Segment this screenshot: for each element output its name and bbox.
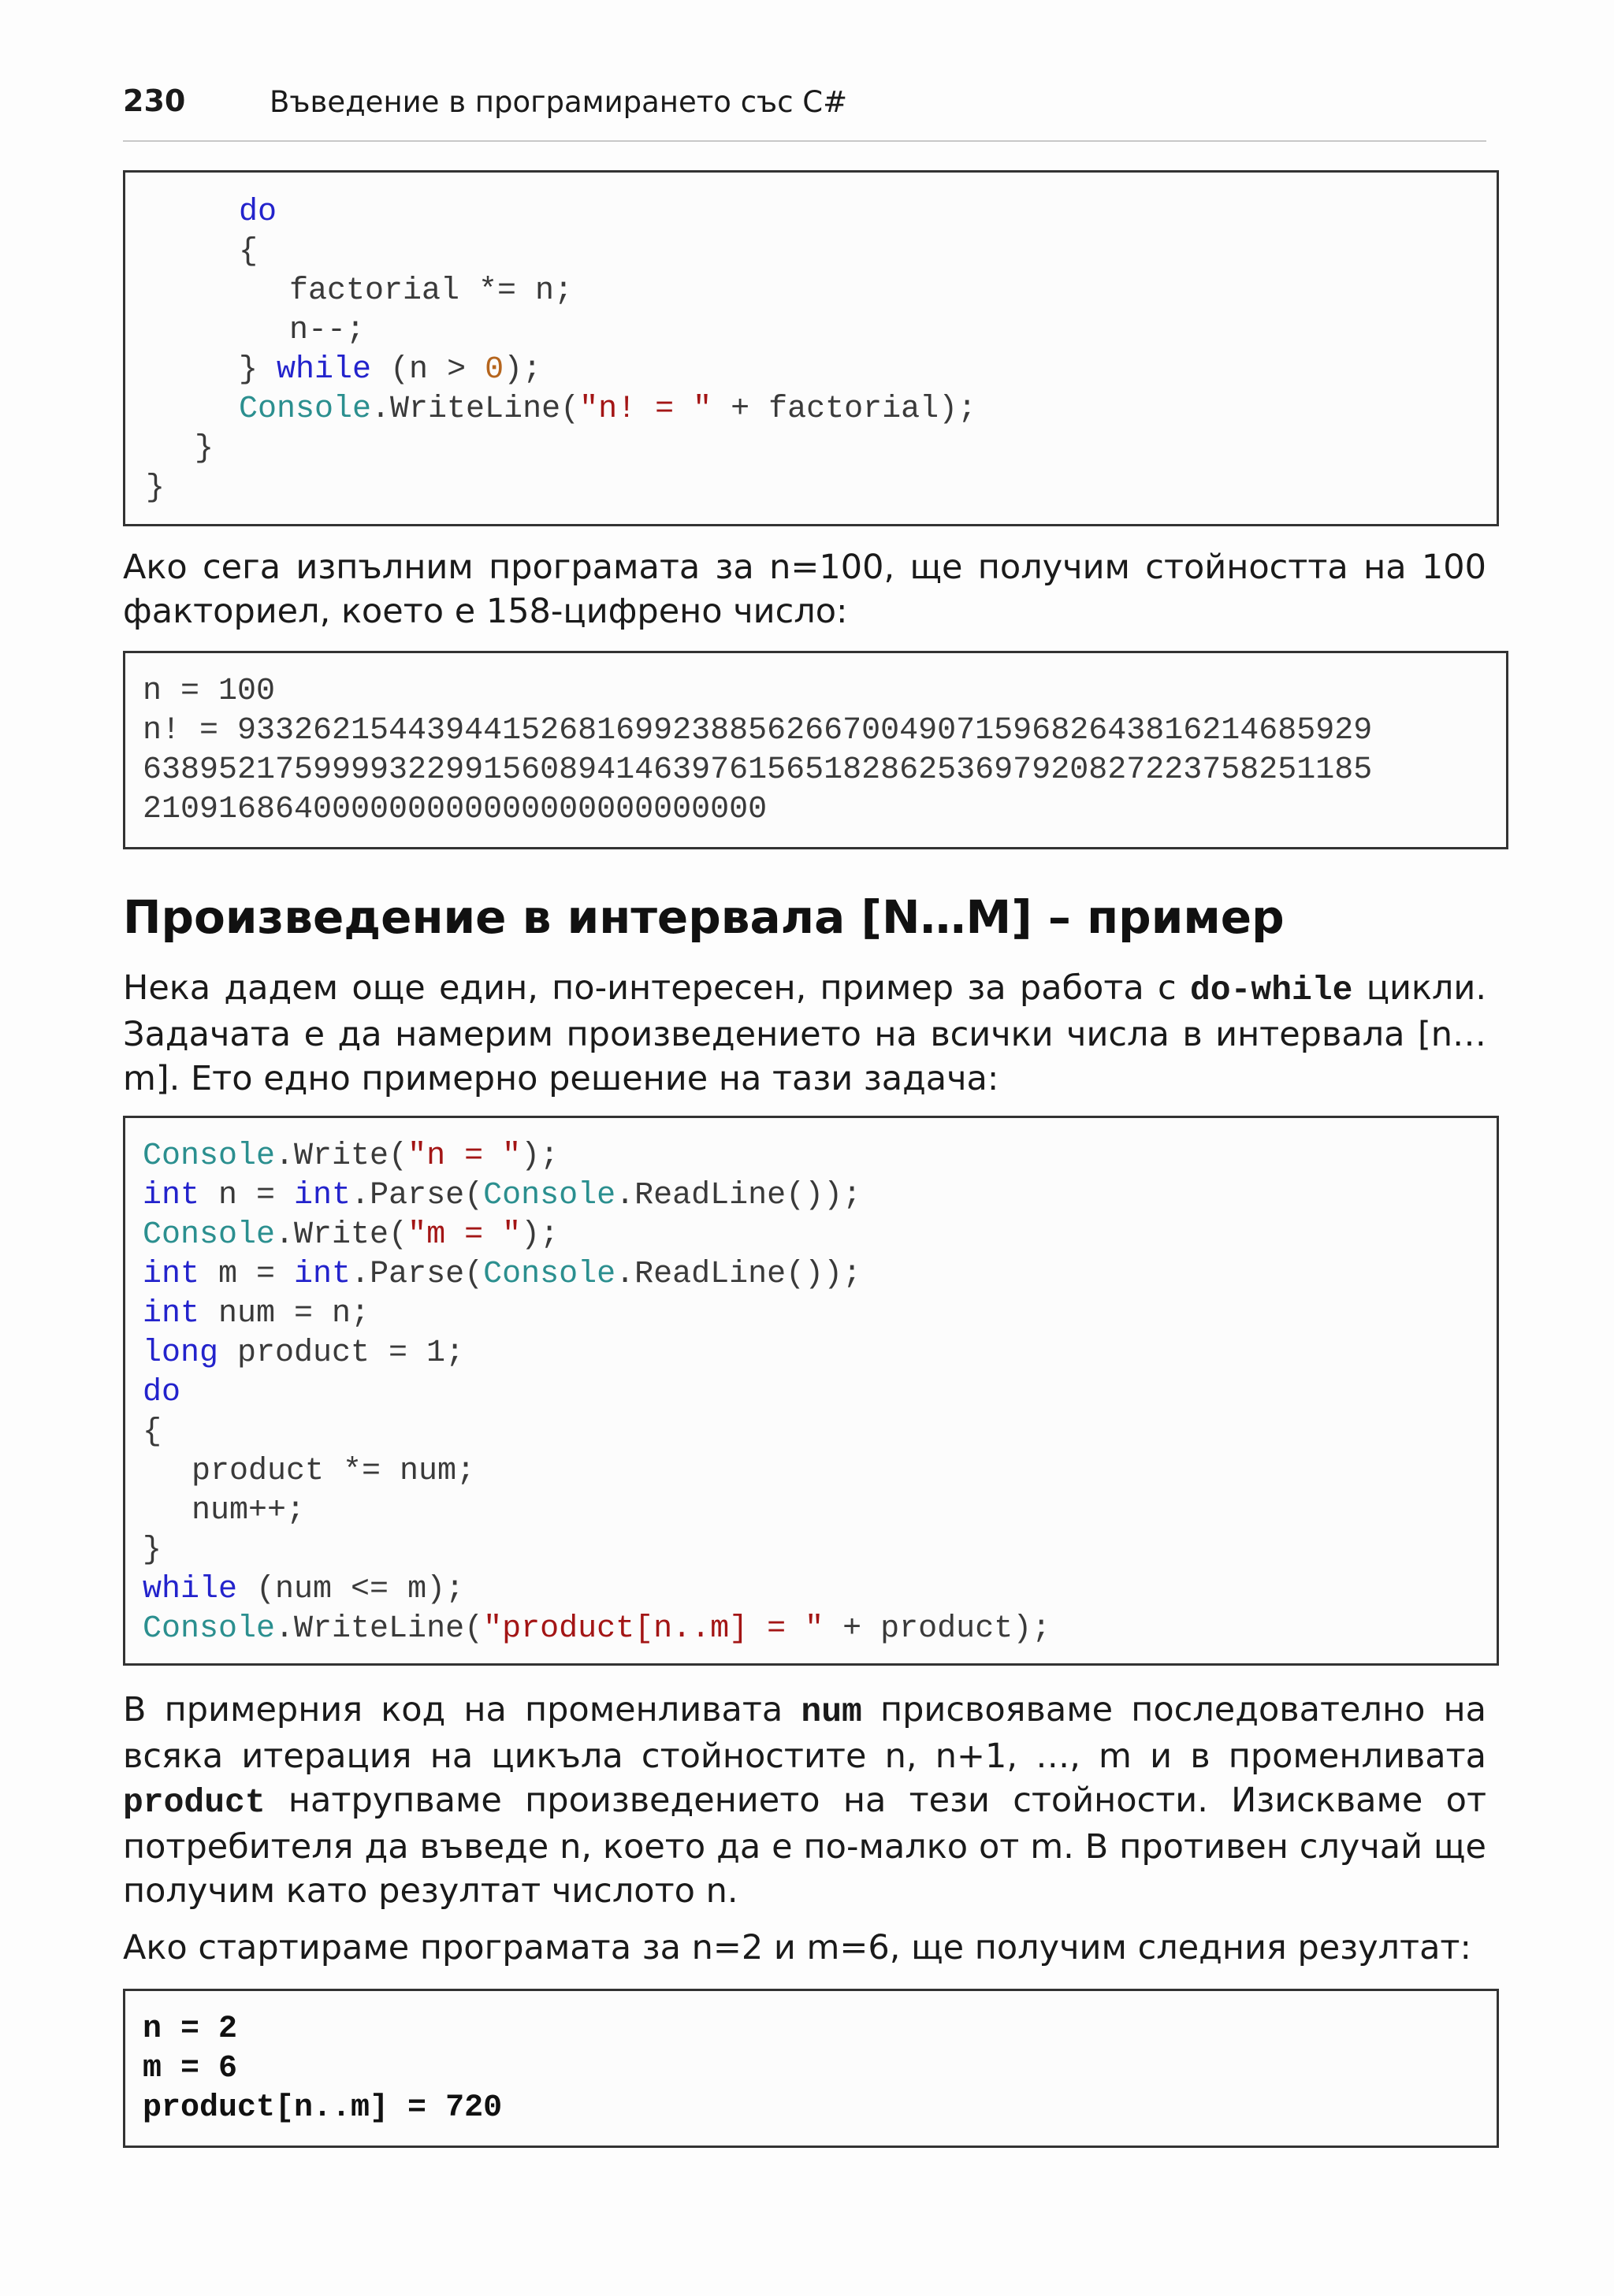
code-line: while (num <= m); [143, 1572, 465, 1607]
code-line: num++; [192, 1493, 306, 1529]
paragraph-do-while-intro [123, 966, 1486, 1101]
page-number: 230 [123, 84, 186, 118]
code-line: } [146, 470, 165, 506]
output-line: product[n..m] = 720 [143, 2090, 503, 2126]
output-line: 210916864000000000000000000000000 [143, 792, 768, 827]
section-heading: Произведение в интервала [N…M] – пример [123, 890, 1285, 944]
page-header [123, 79, 1486, 142]
text-line: всяка итерация на цикъла стойностите n, n+1, …, m и в променливата [123, 1737, 1486, 1776]
output-block-product [123, 1989, 1499, 2148]
code-line: Console.Write("n = "); [143, 1139, 560, 1174]
text-line: product натрупваме произведението на тези стойности. Изискваме от [123, 1781, 1486, 1822]
code-line: } [195, 431, 214, 466]
output-block-factorial [123, 651, 1508, 849]
code-line: Console.Write("m = "); [143, 1217, 560, 1253]
text-line: Ако сега изпълним програмата за n=100, ще получим стойността на 100 [123, 548, 1486, 587]
code-line: int m = int.Parse(Console.ReadLine()); [143, 1257, 862, 1292]
book-title: Въведение в програмирането със C# [270, 85, 848, 119]
code-block-product [123, 1116, 1499, 1666]
code-line: do [239, 195, 277, 230]
code-line: int n = int.Parse(Console.ReadLine()); [143, 1178, 862, 1213]
code-line: factorial *= n; [289, 273, 574, 309]
code-line: n--; [289, 313, 366, 348]
text-line: факториел, което е 158-цифрено число: [123, 592, 848, 631]
code-line: } [143, 1533, 162, 1568]
code-line: { [239, 234, 258, 269]
code-line: Console.WriteLine("product[n..m] = " + product); [143, 1611, 1051, 1647]
code-line: int num = n; [143, 1296, 370, 1332]
output-line: m = 6 [143, 2051, 238, 2086]
text-line: Нека дадем още един, по-интересен, пример за работа с do-while цикли. [123, 968, 1486, 1009]
output-line: n = 2 [143, 2012, 238, 2047]
text-line: потребителя да въведе n, което да е по-малко от m. В противен случай ще [123, 1827, 1486, 1867]
code-line: do [143, 1375, 181, 1410]
paragraph-factorial-100 [123, 545, 1486, 633]
code-line: long product = 1; [143, 1336, 465, 1371]
paragraph-run-example [123, 1926, 1486, 1970]
code-line: { [143, 1414, 162, 1450]
code-line: Console.WriteLine("n! = " + factorial); [239, 392, 977, 427]
text-line: получим като резултат числото n. [123, 1871, 738, 1911]
code-line: product *= num; [192, 1454, 476, 1489]
text-line: Задачата е да намерим произведението на всички числа в интервала [n… [123, 1015, 1486, 1054]
output-line: n! = 933262154439441526816992388562667004907159682643816214685929 [143, 713, 1373, 749]
text-line: В примерния код на променливата num присвояваме последователно на [123, 1690, 1486, 1731]
text-line: Ако стартираме програмата за n=2 и m=6, ще получим следния резултат: [123, 1928, 1471, 1967]
code-block-factorial [123, 170, 1499, 526]
output-line: n = 100 [143, 674, 276, 709]
paragraph-explanation [123, 1688, 1486, 1913]
text-line: m]. Ето едно примерно решение на тази задача: [123, 1059, 999, 1098]
output-line: 63895217599993229915608941463976156518286253697920827223758251185 [143, 752, 1373, 788]
code-line: } while (n > 0); [239, 352, 542, 388]
